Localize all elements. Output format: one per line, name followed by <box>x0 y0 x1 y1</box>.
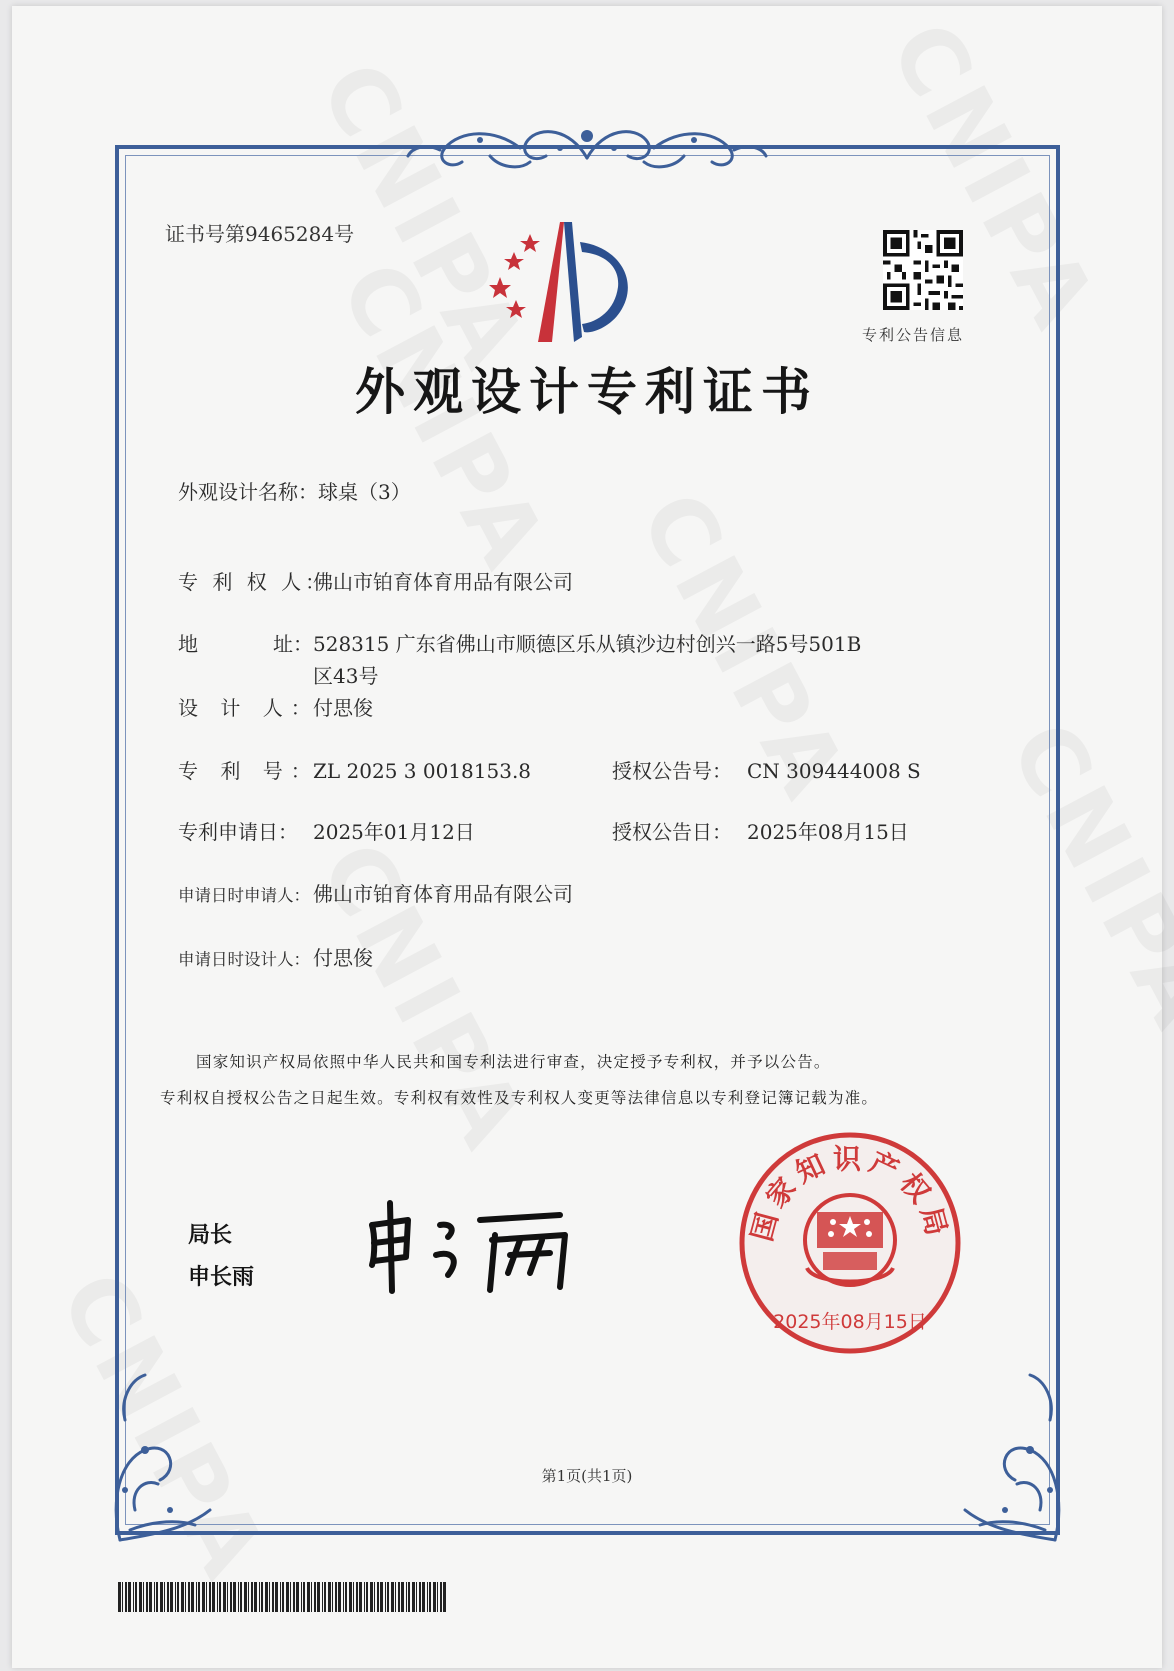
barcode-bar <box>370 1582 373 1612</box>
barcode-bar <box>391 1582 394 1612</box>
notice-line-1: 国家知识产权局依照中华人民共和国专利法进行审查，决定授予专利权，并予以公告。 <box>196 1053 831 1071</box>
barcode-bar <box>398 1582 400 1612</box>
barcode-bar <box>122 1582 123 1612</box>
barcode-bar <box>322 1582 323 1612</box>
page-number: 第1页(共1页) <box>541 1467 633 1485</box>
designer-value: 付思俊 <box>313 696 373 720</box>
barcode-bar <box>177 1582 179 1612</box>
barcode-bar <box>286 1582 289 1612</box>
patent-number-value: ZL 2025 3 0018153.8 <box>313 759 532 783</box>
barcode-bar <box>419 1582 421 1612</box>
barcode-bar <box>219 1582 221 1612</box>
barcode-bar <box>164 1582 165 1612</box>
grant-pub-number-label: 授权公告号： <box>612 759 732 783</box>
patentee-row <box>178 566 573 595</box>
barcode-bar <box>343 1582 344 1612</box>
barcode-bar <box>280 1582 281 1612</box>
barcode-bar <box>314 1582 316 1612</box>
barcode-bar <box>345 1582 347 1612</box>
address-label-right: 址： <box>273 632 313 656</box>
barcode-bar <box>395 1582 396 1612</box>
barcode-bar <box>149 1582 152 1612</box>
barcode-bar <box>139 1582 142 1612</box>
barcode-bar <box>196 1582 197 1612</box>
barcode-bar <box>238 1582 239 1612</box>
barcode-bar <box>209 1582 211 1612</box>
barcode-bar <box>240 1582 242 1612</box>
barcode-bar <box>154 1582 155 1612</box>
barcode-bar <box>261 1582 263 1612</box>
barcode-bar <box>128 1582 131 1612</box>
certificate-title: 外观设计专利证书 <box>355 363 819 421</box>
barcode-bar <box>443 1582 446 1612</box>
barcode-bar <box>181 1582 184 1612</box>
cnipa-logo <box>480 212 640 347</box>
barcode-bar <box>401 1582 404 1612</box>
barcode-bar <box>437 1582 438 1612</box>
barcode-bar <box>408 1582 410 1612</box>
official-seal <box>735 1128 965 1358</box>
barcode-bar <box>135 1582 137 1612</box>
designer-label: 设 计 人： <box>178 696 319 720</box>
barcode-bar <box>440 1582 442 1612</box>
seal-date: 2025年08月15日 <box>773 1311 927 1333</box>
barcode-bar <box>185 1582 186 1612</box>
designer-at-filing-value: 付思俊 <box>313 946 373 970</box>
notice-line-2: 专利权自授权公告之日起生效。专利权有效性及专利权人变更等法律信息以专利登记簿记载为准。 <box>160 1089 879 1107</box>
grant-pub-number-row <box>612 755 921 784</box>
barcode-bar <box>406 1582 407 1612</box>
barcode-bar <box>380 1582 383 1612</box>
barcode-bar <box>272 1582 274 1612</box>
address-row <box>178 628 861 657</box>
barcode-bar <box>118 1582 121 1612</box>
barcode-bar <box>416 1582 417 1612</box>
barcode-bar <box>146 1582 148 1612</box>
barcode-bar <box>335 1582 337 1612</box>
barcode-bar <box>353 1582 354 1612</box>
barcode-bar <box>206 1582 207 1612</box>
barcode-bar <box>198 1582 200 1612</box>
applicant-at-filing-row <box>178 878 573 907</box>
applicant-at-filing-label: 申请日时申请人： <box>178 886 310 905</box>
barcode-bar <box>332 1582 333 1612</box>
patent-number-row <box>178 755 531 784</box>
qr-caption: 专利公告信息 <box>862 326 965 344</box>
design-name-label: 外观设计名称： <box>178 480 318 504</box>
barcode-bar <box>202 1582 205 1612</box>
grant-pub-date-value: 2025年08月15日 <box>747 820 909 844</box>
barcode-bar <box>251 1582 253 1612</box>
barcode-bar <box>259 1582 260 1612</box>
barcode-bar <box>429 1582 431 1612</box>
barcode-bar <box>223 1582 226 1612</box>
filing-date-row <box>178 816 475 845</box>
barcode-bar <box>156 1582 158 1612</box>
design-name-row <box>178 476 411 505</box>
barcode-bar <box>412 1582 415 1612</box>
barcode-bar <box>125 1582 127 1612</box>
certificate-number: 证书号第9465284号 <box>165 222 355 246</box>
qr-code[interactable] <box>883 230 963 310</box>
address-label-left: 地 <box>178 632 198 656</box>
barcode-bar <box>427 1582 428 1612</box>
barcode-bar <box>359 1582 362 1612</box>
barcode-bar <box>133 1582 134 1612</box>
barcode-bar <box>160 1582 163 1612</box>
barcode-bar <box>349 1582 352 1612</box>
barcode-bar <box>311 1582 312 1612</box>
grant-pub-date-label: 授权公告日： <box>612 820 732 844</box>
barcode-bar <box>364 1582 365 1612</box>
barcode-bar <box>227 1582 228 1612</box>
address-value-line2: 区43号 <box>313 664 379 688</box>
barcode-bar <box>212 1582 215 1612</box>
barcode-bar <box>422 1582 425 1612</box>
grant-pub-date-row <box>612 816 909 845</box>
patent-number-label: 专 利 号： <box>178 759 319 783</box>
designer-row <box>178 692 373 721</box>
barcode-bar <box>188 1582 190 1612</box>
barcode-bar <box>143 1582 144 1612</box>
designer-at-filing-row <box>178 942 373 971</box>
director-title: 局长 <box>188 1223 233 1248</box>
barcode-bar <box>377 1582 379 1612</box>
applicant-at-filing-value: 佛山市铂育体育用品有限公司 <box>313 882 573 906</box>
barcode-bar <box>244 1582 247 1612</box>
barcode-bar <box>282 1582 284 1612</box>
barcode-bar <box>293 1582 295 1612</box>
director-name: 申长雨 <box>188 1265 255 1290</box>
grant-pub-number-value: CN 309444008 S <box>747 759 921 783</box>
barcode-bar <box>328 1582 331 1612</box>
designer-at-filing-label: 申请日时设计人： <box>178 950 310 969</box>
barcode-bar <box>366 1582 368 1612</box>
barcode-bar <box>387 1582 389 1612</box>
barcode-bar <box>217 1582 218 1612</box>
barcode-bar <box>265 1582 268 1612</box>
barcode-bar <box>230 1582 232 1612</box>
document-barcode <box>118 1582 448 1612</box>
barcode-bar <box>433 1582 436 1612</box>
barcode-bar <box>191 1582 194 1612</box>
barcode-bar <box>303 1582 305 1612</box>
seal-org-text: 国家知识产权局 <box>745 1142 955 1245</box>
barcode-bar <box>167 1582 169 1612</box>
barcode-bar <box>290 1582 291 1612</box>
filing-date-value: 2025年01月12日 <box>313 820 475 844</box>
patentee-label: 专 利 权 人： <box>178 570 330 594</box>
barcode-bar <box>324 1582 326 1612</box>
barcode-bar <box>269 1582 270 1612</box>
barcode-bar <box>275 1582 278 1612</box>
address-value: 528315 广东省佛山市顺德区乐从镇沙边村创兴一路5号501B <box>313 632 862 656</box>
barcode-bar <box>385 1582 386 1612</box>
barcode-bar <box>307 1582 310 1612</box>
barcode-bar <box>254 1582 257 1612</box>
director-signature <box>360 1195 590 1295</box>
barcode-bar <box>175 1582 176 1612</box>
filing-date-label: 专利申请日： <box>178 820 298 844</box>
barcode-bar <box>374 1582 375 1612</box>
barcode-bar <box>338 1582 341 1612</box>
barcode-bar <box>296 1582 299 1612</box>
barcode-bar <box>233 1582 236 1612</box>
barcode-bar <box>301 1582 302 1612</box>
barcode-bar <box>248 1582 249 1612</box>
barcode-bar <box>170 1582 173 1612</box>
barcode-bar <box>356 1582 358 1612</box>
barcode-bar <box>317 1582 320 1612</box>
patentee-value: 佛山市铂育体育用品有限公司 <box>313 570 573 594</box>
design-name-value: 球桌（3） <box>318 480 411 504</box>
